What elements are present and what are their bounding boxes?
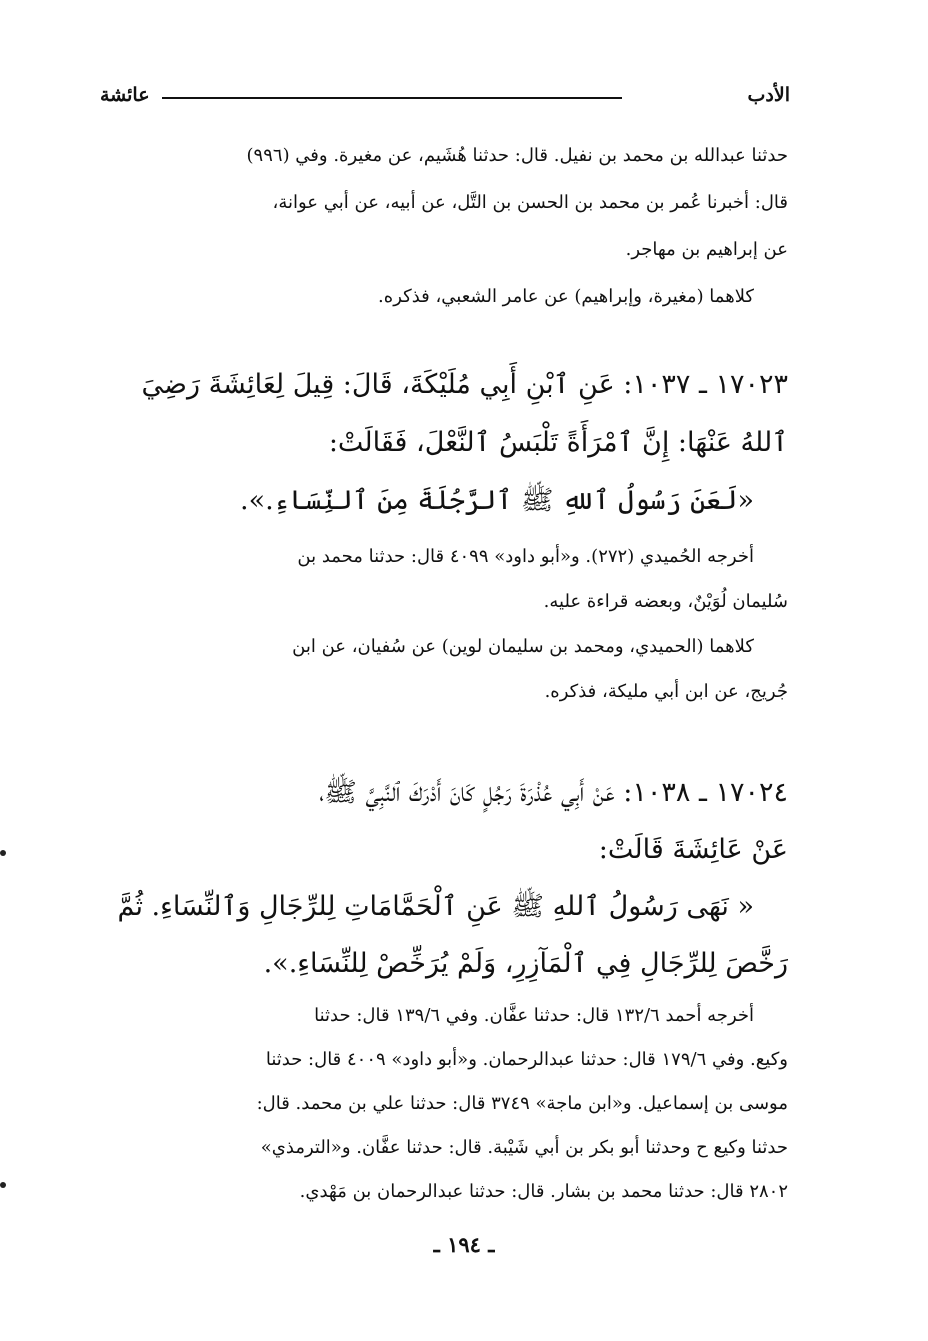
scan-mark xyxy=(0,850,6,856)
note-line: كلاهما (الحميدي، ومحمد بن سليمان لوين) عن سُفيان، عن ابن xyxy=(292,636,754,657)
chapter-title: الأدب xyxy=(747,84,790,106)
hadith-line: رَخَّصَ لِلرِّجَالِ فِي ٱلْمَآزِرِ، وَلَمْ يُرَخِّصْ لِلنِّسَاءِ.». xyxy=(263,948,788,979)
note-line: موسى بن إسماعيل. و«ابن ماجة» ٣٧٤٩ قال: حدثنا علي بن محمد. قال: xyxy=(256,1093,788,1114)
hadith-17023 xyxy=(98,356,788,530)
hadith-line: «لَعَنَ رَسُولُ ٱللهِ ﷺ ٱلرَّجُلَةَ مِنَ ٱلنِّسَاءِ.». xyxy=(239,485,754,516)
page-number: ـ ١٩٤ ـ xyxy=(433,1232,495,1257)
note-line: عن إبراهيم بن مهاجر. xyxy=(625,239,788,260)
takhrij-note-1 xyxy=(98,534,788,714)
note-line: سُليمان لُوَيْنٌ، وبعضه قراءة عليه. xyxy=(543,591,788,612)
hadith-17024 xyxy=(98,764,788,992)
note-line: حدثنا عبدالله بن محمد بن نفيل. قال: حدثنا هُشَيم، عن مغيرة. وفي (٩٩٦) xyxy=(246,145,788,166)
note-line: ٢٨٠٢ قال: حدثنا محمد بن بشار. قال: حدثنا عبدالرحمان بن مَهْدي. xyxy=(299,1181,788,1202)
note-line: قال: أخبرنا عُمر بن محمد بن الحسن بن التَّل، عن أبيه، عن أبي عوانة، xyxy=(272,192,788,213)
section-title: عائشة xyxy=(100,84,150,106)
hadith-line: ١٧٠٢٤ ـ ١٠٣٨: عَنْ أَبِي عُذْرَةَ رَجُلٍ كَانَ أَدْرَكَ ٱلنَّبِيَّ ﷺ، xyxy=(319,777,788,808)
note-line: أخرجه الحُميدي (٢٧٢). و«أبو داود» ٤٠٩٩ قال: حدثنا محمد بن xyxy=(297,546,754,567)
hadith-line: عَنْ عَائِشَةَ قَالَتْ: xyxy=(598,834,788,865)
note-line: جُريج، عن ابن أبي مليكة، فذكره. xyxy=(544,681,788,702)
note-line: كلاهما (مغيرة، وإبراهيم) عن عامر الشعبي، فذكره. xyxy=(378,286,754,307)
note-line: أخرجه أحمد ١٣٢/٦ قال: حدثنا عفَّان. وفي ١٣٩/٦ قال: حدثنا xyxy=(314,1005,754,1026)
scan-mark xyxy=(0,1182,6,1188)
hadith-line: ١٧٠٢٣ ـ ١٠٣٧: عَنِ ٱبْنِ أَبِي مُلَيْكَةَ، قَالَ: قِيلَ لِعَائِشَةَ رَضِيَ xyxy=(141,369,788,400)
note-line: حدثنا وكيع ح وحدثنا أبو بكر بن أبي شَيْبة. قال: حدثنا عفَّان. و«الترمذي» xyxy=(260,1137,788,1158)
note-line: وكيع. وفي ١٧٩/٦ قال: حدثنا عبدالرحمان. و«أبو داود» ٤٠٠٩ قال: حدثنا xyxy=(265,1049,788,1070)
header-rule xyxy=(162,97,622,99)
takhrij-note-2 xyxy=(98,994,788,1214)
hadith-line: « نَهَى رَسُولُ ٱللهِ ﷺ عَنِ ٱلْحَمَّامَاتِ لِلرِّجَالِ وَٱلنِّسَاءِ. ثُمَّ xyxy=(117,891,754,922)
running-header xyxy=(100,84,790,114)
continuation-note xyxy=(98,132,788,320)
hadith-line: ٱللهُ عَنْهَا: إِنَّ ٱمْرَأَةً تَلْبَسُ ٱلنَّعْلَ، فَقَالَتْ: xyxy=(328,427,788,458)
